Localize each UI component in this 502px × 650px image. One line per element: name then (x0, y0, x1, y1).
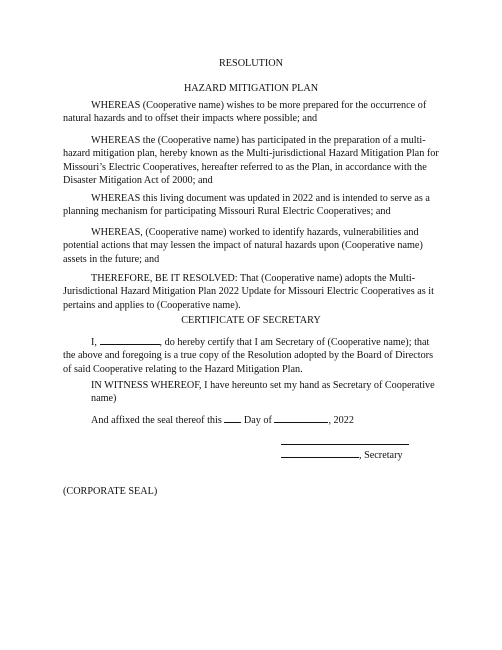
seal-text-3: , 2022 (328, 415, 354, 426)
signature-line (281, 444, 409, 445)
whereas-paragraph-2: WHEREAS the (Cooperative name) has participated in the preparation of a multi-hazard mitigation plan, hereby known as the Multi-jurisdictional Hazard Mitigation Plan for Missouri’s Electric Cooperatives, hereafter referred to as the Plan, in accordance with the Disaster Mitigation Act of 2000; and (63, 135, 439, 187)
corporate-seal-label: (CORPORATE SEAL) (63, 486, 158, 497)
seal-text-2: Day of (243, 415, 272, 426)
certify-text: , do hereby certify that I am Secretary of (Cooperative name); that the above and foregoing is a true copy of the Resolution adopted by the Board of Directors of said Cooperative relating to the Hazard Mitigation Plan. (63, 337, 434, 375)
month-blank (274, 413, 328, 423)
certificate-heading: CERTIFICATE OF SECRETARY (181, 315, 321, 326)
secretary-name-blank (281, 447, 359, 458)
witness-paragraph: IN WITNESS WHEREOF, I have hereunto set my hand as Secretary of Cooperative name) (91, 380, 435, 405)
secretary-label: , Secretary (359, 450, 403, 461)
whereas-paragraph-1: WHEREAS (Cooperative name) wishes to be more prepared for the occurrence of natural hazards and to offset their impacts where possible; and (63, 100, 427, 125)
name-blank (100, 335, 160, 345)
document-subtitle: HAZARD MITIGATION PLAN (183, 83, 319, 94)
seal-text-1: And affixed the seal thereof this (91, 415, 222, 426)
whereas-paragraph-3: WHEREAS this living document was updated in 2022 and is intended to serve as a planning mechanism for participating Missouri Rural Electric Cooperatives; and (63, 193, 430, 218)
certify-paragraph (63, 335, 443, 376)
whereas-paragraph-4: WHEREAS, (Cooperative name) worked to identify hazards, vulnerabilities and potential actions that may lessen the impact of natural hazards upon (Cooperative name) assets in the future; and (63, 227, 423, 265)
document-title: RESOLUTION (219, 58, 283, 69)
day-blank (224, 413, 241, 423)
certify-prefix: I, (91, 337, 97, 348)
seal-date-line (91, 413, 443, 427)
secretary-signature (281, 447, 403, 462)
resolved-paragraph: THEREFORE, BE IT RESOLVED: That (Cooperative name) adopts the Multi-Jurisdictional Hazard Mitigation Plan 2022 Update for Missouri Electric Cooperatives as it pertains and applies to (Cooperative name). (63, 273, 434, 311)
